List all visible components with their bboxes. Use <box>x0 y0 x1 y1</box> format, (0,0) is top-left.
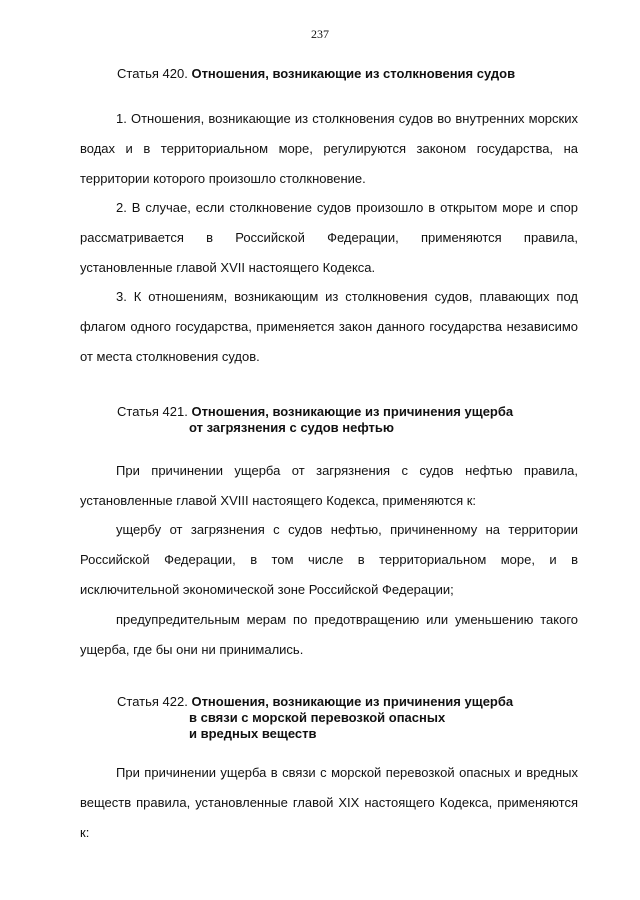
article-422-paragraph-1: При причинении ущерба в связи с морской перевозкой опасных и вредных веществ правила, установленные главой XIX настоящего Кодекса, применяются к: <box>80 765 578 840</box>
article-label: Статья 421. <box>117 404 188 419</box>
article-420-paragraph-2: 2. В случае, если столкновение судов произошло в открытом море и спор рассматривается в Российской Федерации, применяются правила, установленные главой XVII настоящего Кодекса. <box>80 200 578 275</box>
article-421-heading <box>117 404 513 436</box>
article-421-paragraph-3: предупредительным мерам по предотвращению или уменьшению такого ущерба, где бы они ни принимались. <box>80 612 578 657</box>
article-label: Статья 422. <box>117 694 188 709</box>
article-420-paragraph-3: 3. К отношениям, возникающим из столкновения судов, плавающих под флагом одного государства, применяется закон данного государства независимо от места столкновения судов. <box>80 289 578 364</box>
article-title-continuation: от загрязнения с судов нефтью <box>189 420 394 435</box>
article-title-continuation: в связи с морской перевозкой опасных <box>189 710 446 725</box>
article-title-continuation: и вредных веществ <box>189 726 317 741</box>
article-title: Отношения, возникающие из причинения ущерба <box>191 694 514 709</box>
article-421-paragraph-1: При причинении ущерба от загрязнения с судов нефтью правила, установленные главой XVIII настоящего Кодекса, применяются к: <box>80 463 578 508</box>
article-422-heading <box>117 694 513 742</box>
article-420-heading <box>117 66 515 82</box>
article-420-paragraph-1: 1. Отношения, возникающие из столкновения судов во внутренних морских водах и в территориальном море, регулируются законом государства, на территории которого произошло столкновение. <box>80 111 578 186</box>
article-title: Отношения, возникающие из столкновения судов <box>191 66 516 81</box>
article-label: Статья 420. <box>117 66 188 81</box>
page-number: 237 <box>311 27 329 41</box>
article-421-paragraph-2: ущербу от загрязнения с судов нефтью, причиненному на территории Российской Федерации, в том числе в территориальном море, и в исключительной экономической зоне Российской Федерации; <box>80 522 578 597</box>
article-title: Отношения, возникающие из причинения ущерба <box>191 404 514 419</box>
